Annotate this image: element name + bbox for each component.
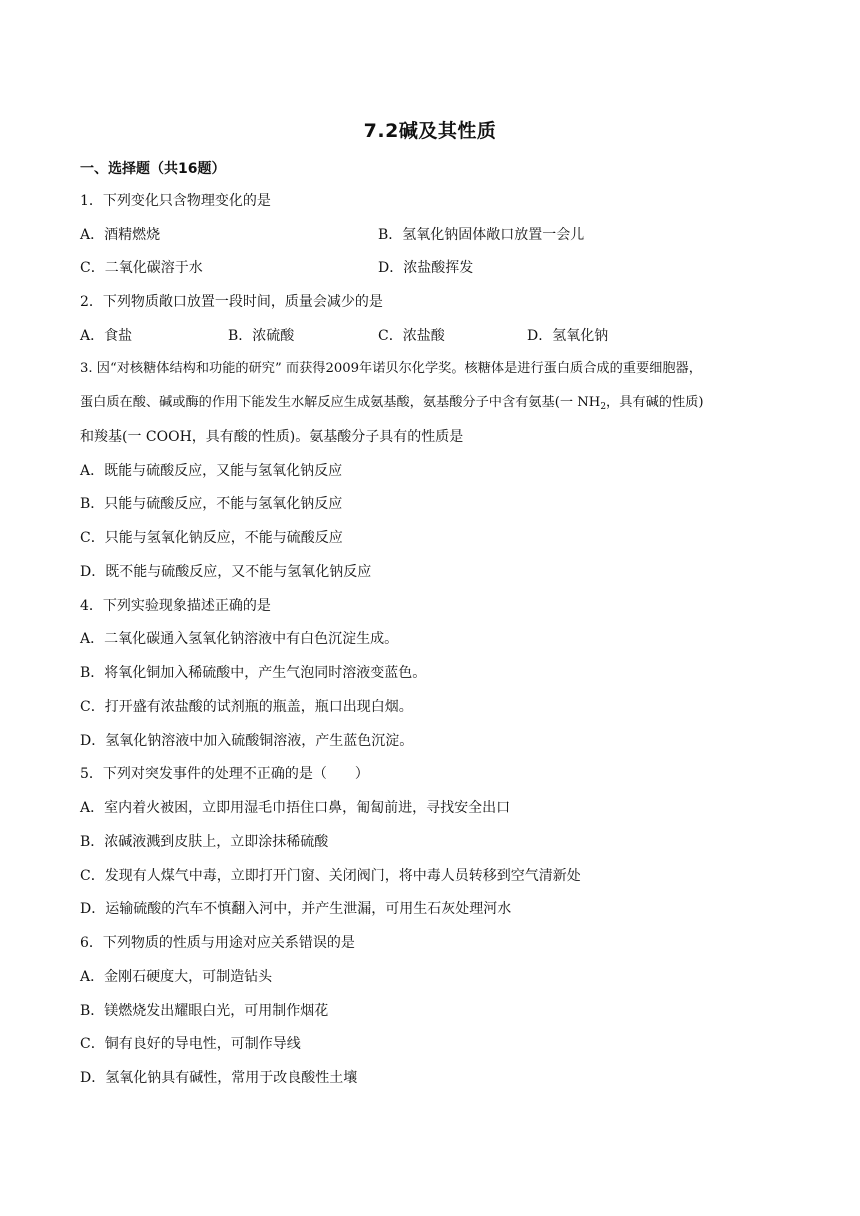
question-2-option-d: D．氢氧化钠: [527, 328, 609, 344]
question-1-option-a: A．酒精燃烧: [80, 227, 161, 243]
question-3-option-d: D．既不能与硫酸反应，又不能与氢氧化钠反应: [80, 564, 372, 580]
question-5-option-d: D．运输硫酸的汽车不慎翻入河中，并产生泄漏，可用生石灰处理河水: [80, 901, 512, 917]
question-1-option-d: D．浓盐酸挥发: [378, 260, 474, 276]
question-2-stem: 2．下列物质敞口放置一段时间，质量会减少的是: [80, 294, 383, 310]
question-5-stem: 5．下列对突发事件的处理不正确的是（ ）: [80, 766, 369, 782]
question-5-option-a: A．室内着火被困，立即用湿毛巾捂住口鼻，匍匐前进，寻找安全出口: [80, 800, 511, 816]
question-4-option-b: B．将氧化铜加入稀硫酸中，产生气泡同时溶液变蓝色。: [80, 665, 427, 681]
question-2-option-c: C．浓盐酸: [378, 328, 445, 344]
question-3-option-a: A．既能与硫酸反应，又能与氢氧化钠反应: [80, 463, 343, 479]
question-3-stem-line-1: 3. 因“对核糖体结构和功能的研究” 而获得2009年诺贝尔化学奖。核糖体是进行蛋白质合成的重要细胞器，: [80, 361, 702, 376]
question-3-stem-line-2: 蛋白质在酸、碱或酶的作用下能发生水解反应生成氨基酸，氨基酸分子中含有氨基(一 $NH_2$，具有碱的性质): [80, 395, 704, 412]
question-4-option-c: C．打开盛有浓盐酸的试剂瓶的瓶盖，瓶口出现白烟。: [80, 699, 413, 715]
question-5-option-b: B．浓碱液溅到皮肤上，立即涂抹稀硫酸: [80, 834, 329, 850]
question-6-option-c: C．铜有良好的导电性，可制作导线: [80, 1036, 301, 1052]
question-4-stem: 4．下列实验现象描述正确的是: [80, 598, 271, 614]
question-3-option-b: B．只能与硫酸反应，不能与氢氧化钠反应: [80, 496, 343, 512]
question-4-option-a: A．二氧化碳通入氢氧化钠溶液中有白色沉淀生成。: [80, 631, 399, 647]
question-1-option-b: B．氢氧化钠固体敞口放置一会儿: [378, 227, 585, 243]
question-2-option-a: A．食盐: [80, 328, 133, 344]
question-2-option-b: B．浓硫酸: [228, 328, 295, 344]
question-6-option-d: D．氢氧化钠具有碱性，常用于改良酸性土壤: [80, 1070, 358, 1086]
question-3-option-c: C．只能与氢氧化钠反应，不能与硫酸反应: [80, 530, 343, 546]
question-1-option-c: C．二氧化碳溶于水: [80, 260, 203, 276]
question-5-option-c: C．发现有人煤气中毒，立即打开门窗、关闭阀门，将中毒人员转移到空气清新处: [80, 868, 581, 884]
question-3-stem-line-3: 和羧基(一 COOH，具有酸的性质)。氨基酸分子具有的性质是: [80, 429, 464, 445]
question-6-option-a: A．金刚石硬度大，可制造钻头: [80, 969, 273, 985]
question-6-stem: 6．下列物质的性质与用途对应关系错误的是: [80, 935, 355, 951]
section-heading: 一、选择题（共16题）: [80, 161, 226, 177]
question-1-stem: 1．下列变化只含物理变化的是: [80, 193, 271, 209]
question-4-option-d: D．氢氧化钠溶液中加入硫酸铜溶液，产生蓝色沉淀。: [80, 733, 414, 749]
question-6-option-b: B．镁燃烧发出耀眼白光，可用制作烟花: [80, 1003, 329, 1019]
document-title: 7.2碱及其性质: [363, 120, 497, 142]
